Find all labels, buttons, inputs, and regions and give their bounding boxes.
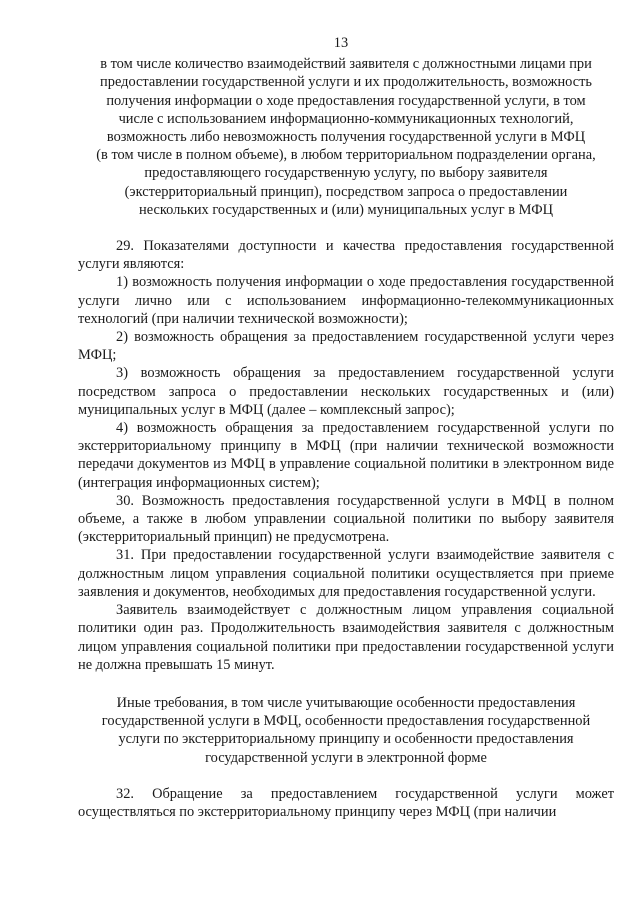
list-item-4: 4) возможность обращения за предоставлением государственной услуги по экстерриториальному принципу в МФЦ (при наличии технической возможности передачи документов из МФЦ в управление социальной политики в электронном виде (интеграция информационных систем);	[78, 420, 614, 491]
paragraph-29: 29. Показателями доступности и качества предоставления государственной услуги являются:	[78, 238, 614, 273]
intro-line: предоставлении государственной услуги и их продолжительность, возможность	[100, 74, 592, 91]
section-heading-line: государственной услуги в электронной форме	[205, 749, 487, 766]
paragraph-32: 32. Обращение за предоставлением государственной услуги может осуществляться по экстерриториальному принципу через МФЦ (при наличии	[78, 785, 614, 820]
paragraph-30: 30. Возможность предоставления государственной услуги в МФЦ в полном объеме, а также в любом управлении социальной политики по выбору заявителя (экстерриториальный принцип) не предусмотрена.	[78, 492, 614, 546]
list-item-2: 2) возможность обращения за предоставлением государственной услуги через МФЦ;	[78, 329, 614, 364]
page-number: 13	[333, 35, 349, 51]
document-page	[78, 34, 614, 821]
section-heading	[78, 694, 614, 767]
section-heading-line: услуги по экстерриториальному принципу и особенности предоставления	[118, 731, 574, 748]
paragraph-31-continued: Заявитель взаимодействует с должностным лицом управления социальной политики один раз. Продолжительность взаимодействия заявителя с должностным лицом управления социальной политики при предоставлении государственной услуги не должна превышать 15 минут.	[78, 602, 614, 673]
section-heading-line: государственной услуги в МФЦ, особенности предоставления государственной	[101, 713, 591, 730]
intro-line: возможность либо невозможность получения государственной услуги в МФЦ	[106, 129, 586, 146]
intro-line: в том числе количество взаимодействий заявителя с должностными лицами при	[100, 56, 592, 73]
list-item-1: 1) возможность получения информации о ходе предоставления государственной услуги лично или с использованием информационно-телекоммуникационных технологий (при наличии технической возможности);	[78, 274, 614, 327]
intro-line: предоставляющего государственную услугу, по выбору заявителя	[144, 165, 548, 182]
intro-line: (экстерриториальный принцип), посредством запроса о предоставлении	[124, 183, 568, 200]
intro-line: числе с использованием информационно-коммуникационных технологий,	[118, 110, 574, 127]
section-heading-line: Иные требования, в том числе учитывающие особенности предоставления	[116, 694, 576, 711]
list-item-3: 3) возможность обращения за предоставлением государственной услуги посредством запроса о предоставлении нескольких государственных и (или) муниципальных услуг в МФЦ (далее – комплексный запрос);	[78, 365, 614, 418]
intro-line: нескольких государственных и (или) муниципальных услуг в МФЦ	[139, 201, 553, 218]
intro-line: (в том числе в полном объеме), в любом территориальном подразделении органа,	[96, 147, 596, 164]
paragraph-31: 31. При предоставлении государственной услуги взаимодействие заявителя с должностным лицом управления социальной политики осуществляется при приеме заявления и документов, необходимых для предоставления государственной услуги.	[78, 547, 614, 600]
intro-block	[78, 55, 614, 219]
intro-line: получения информации о ходе предоставления государственной услуги, в том	[106, 92, 586, 109]
